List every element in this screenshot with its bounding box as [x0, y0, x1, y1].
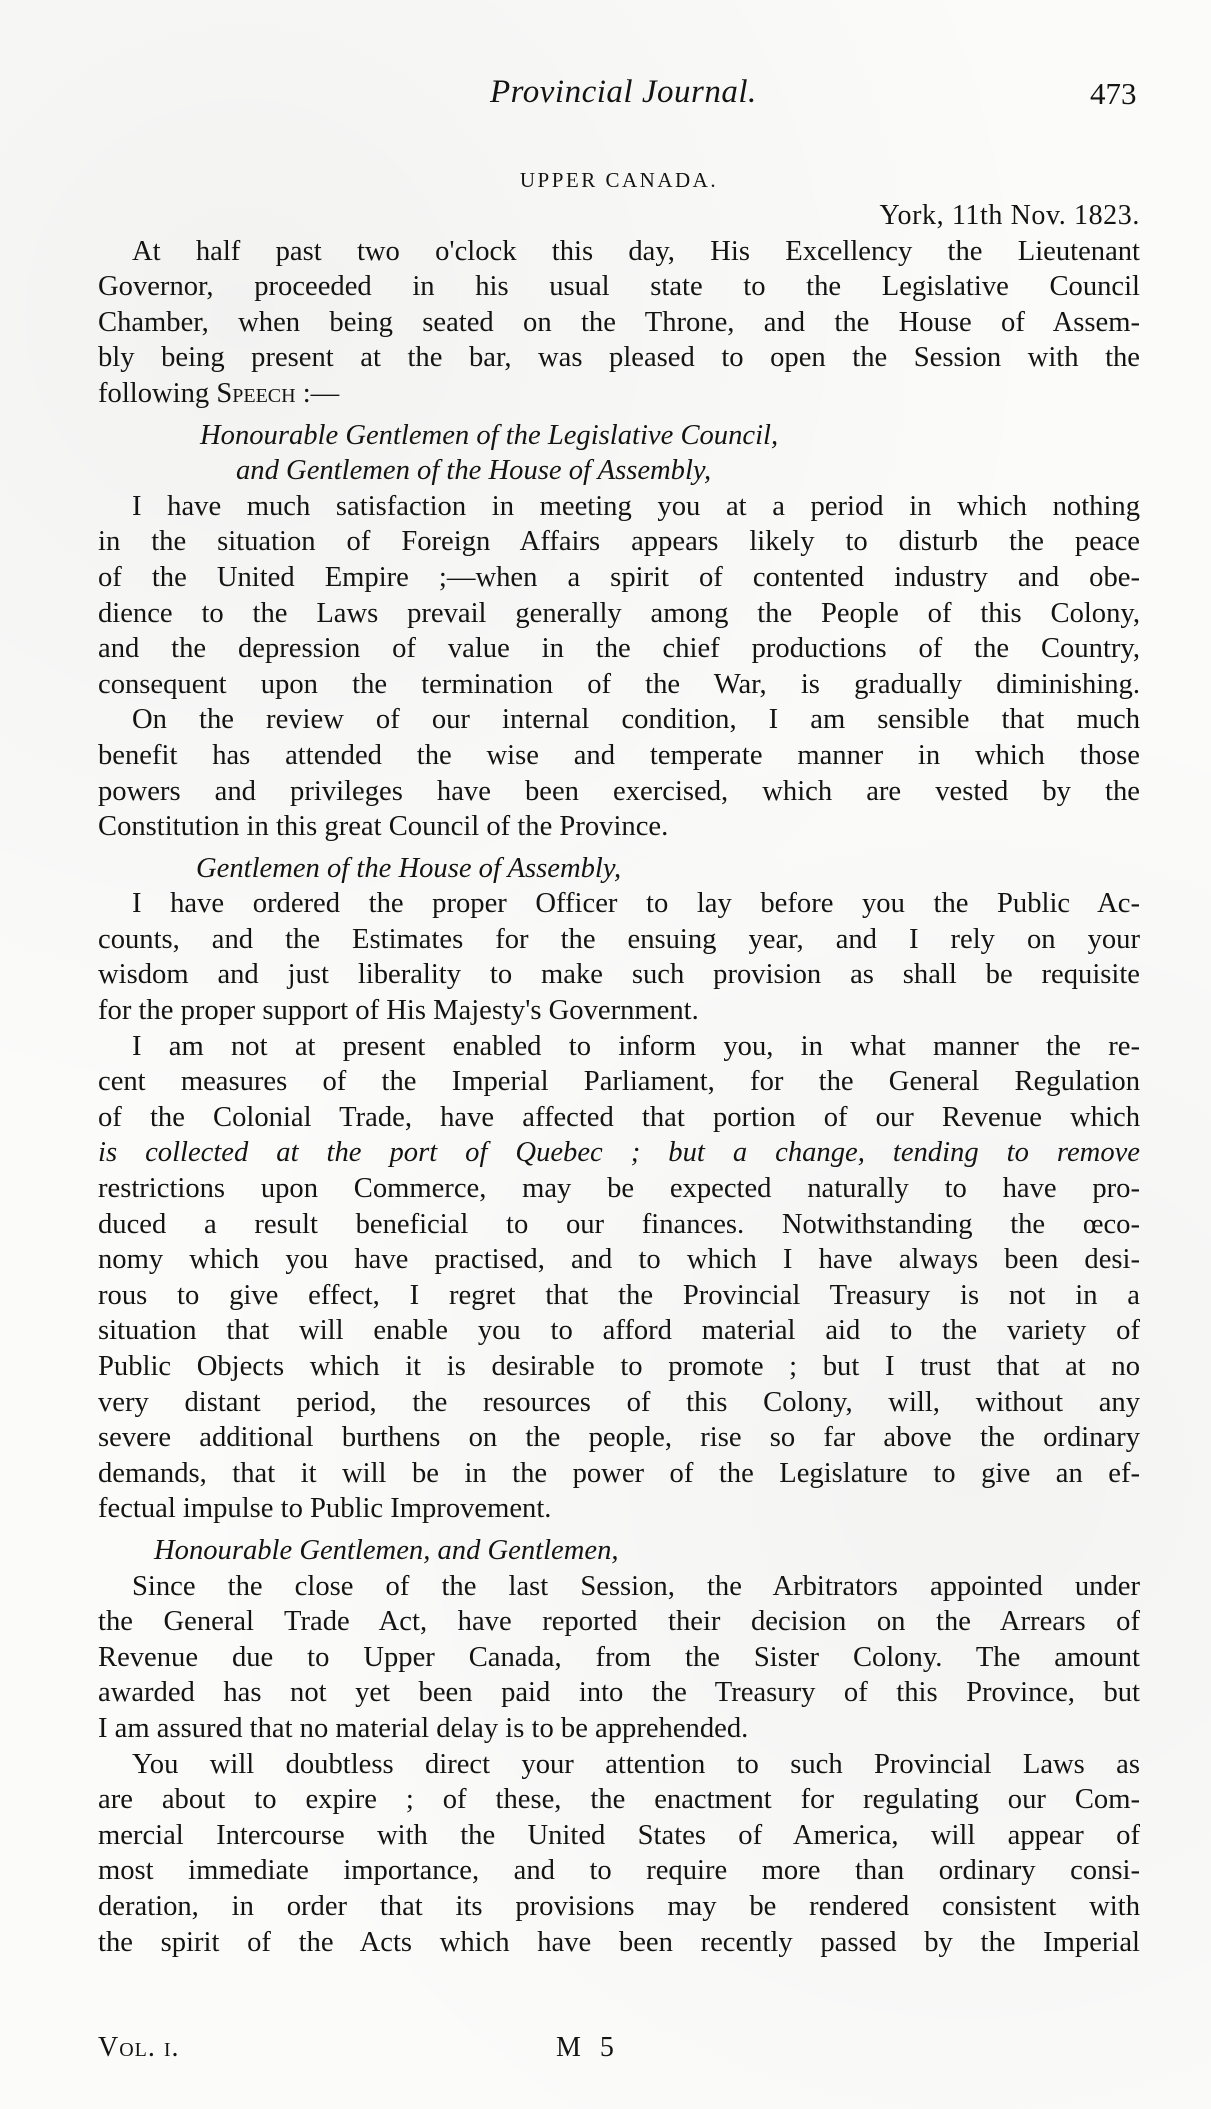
text-line: Revenue due to Upper Canada, from the Sister Colony. The amount: [98, 1641, 1140, 1673]
text-line: duced a result beneficial to our finances. Notwithstanding the œco-: [98, 1208, 1140, 1240]
text-line: cent measures of the Imperial Parliament, for the General Regulation: [98, 1066, 1140, 1098]
text-line: of the United Empire ;—when a spirit of contented industry and obe-: [98, 561, 1140, 593]
text-line: rous to give effect, I regret that the Provincial Treasury is not in a: [98, 1279, 1140, 1311]
text-line: of the Colonial Trade, have affected that portion of our Revenue which: [98, 1101, 1140, 1133]
text-line: Governor, proceeded in his usual state to the Legislative Council: [98, 271, 1140, 303]
text-line: very distant period, the resources of this Colony, will, without any: [98, 1386, 1140, 1418]
article-body: [98, 162, 1140, 1960]
salutation-council: Honourable Gentlemen of the Legislative Council,: [200, 419, 779, 451]
text-line: On the review of our internal condition, I am sensible that much: [132, 704, 1140, 736]
page-number: 473: [1090, 76, 1137, 111]
text-line: wisdom and just liberality to make such provision as shall be requisite: [98, 959, 1140, 991]
page-footer: [0, 2032, 1211, 2072]
text-line: You will doubtless direct your attention to such Provincial Laws as: [132, 1748, 1140, 1780]
text-line: I have ordered the proper Officer to lay before you the Public Ac-: [132, 888, 1140, 920]
paragraph-colonial-trade: [98, 1029, 1140, 1527]
text-line: mercial Intercourse with the United States of America, will appear of: [98, 1819, 1140, 1851]
text-line: [98, 376, 1140, 412]
text-line: awarded has not yet been paid into the Treasury of this Province, but: [98, 1677, 1140, 1709]
text-line: I have much satisfaction in meeting you at a period in which nothing: [132, 490, 1140, 522]
text-line: Chamber, when being seated on the Throne, and the House of Assem-: [98, 306, 1140, 338]
text-line: benefit has attended the wise and temperate manner in which those: [98, 739, 1140, 771]
text-line: for the proper support of His Majesty's Government.: [98, 995, 699, 1027]
text-line: and the depression of value in the chief productions of the Country,: [98, 633, 1140, 665]
salutation-assembly: and Gentlemen of the House of Assembly,: [236, 455, 712, 487]
paragraph-public-accounts: [98, 886, 1140, 1028]
text-line: situation that will enable you to afford material aid to the variety of: [98, 1315, 1140, 1347]
text-line: the spirit of the Acts which have been recently passed by the Imperial: [98, 1926, 1140, 1958]
text-line: are about to expire ; of these, the enactment for regulating our Com-: [98, 1784, 1140, 1816]
text-line: fectual impulse to Public Improvement.: [98, 1493, 552, 1525]
signature-mark: M 5: [556, 2032, 620, 2063]
section-heading: UPPER CANADA.: [519, 168, 719, 192]
text-line: dience to the Laws prevail generally among the People of this Colony,: [98, 597, 1140, 629]
text-line: I am not at present enabled to inform you, in what manner the re-: [132, 1030, 1140, 1062]
text-line: nomy which you have practised, and to which I have always been desi-: [98, 1244, 1140, 1276]
speech-suffix: :—: [295, 377, 340, 409]
text-line: severe additional burthens on the people, rise so far above the ordinary: [98, 1422, 1140, 1454]
text-line: most immediate importance, and to require more than ordinary consi-: [98, 1855, 1140, 1887]
text-line: in the situation of Foreign Affairs appears likely to disturb the peace: [98, 526, 1140, 558]
paragraph-arbitrators: [98, 1569, 1140, 1747]
text-line: bly being present at the bar, was pleased to open the Session with the: [98, 342, 1140, 374]
text-line: Constitution in this great Council of the Province.: [98, 811, 669, 843]
intro-paragraph: [98, 234, 1140, 412]
intro-last-text: following: [98, 377, 217, 409]
running-head: [0, 74, 1211, 118]
text-line: Since the close of the last Session, the Arbitrators appointed under: [132, 1570, 1140, 1602]
salutation-assembly-second: Gentlemen of the House of Assembly,: [196, 852, 622, 884]
text-line: I am assured that no material delay is to be apprehended.: [98, 1712, 749, 1744]
speech-word: Speech: [216, 377, 296, 409]
paragraph-provincial-laws: [98, 1747, 1140, 1961]
volume-marker: Vol. i.: [98, 2032, 180, 2063]
salutation-both-houses: Honourable Gentlemen, and Gentlemen,: [154, 1534, 619, 1566]
text-line: counts, and the Estimates for the ensuing year, and I rely on your: [98, 923, 1140, 955]
text-line: Public Objects which it is desirable to promote ; but I trust that at no: [98, 1351, 1140, 1382]
text-line: deration, in order that its provisions may be rendered consistent with: [98, 1890, 1140, 1922]
text-line: consequent upon the termination of the War, is gradually diminishing.: [98, 668, 1140, 700]
text-line: powers and privileges have been exercised, which are vested by the: [98, 775, 1140, 807]
text-line: is collected at the port of Quebec ; but a change, tending to remove: [98, 1137, 1140, 1169]
running-title: Provincial Journal.: [490, 74, 757, 110]
paragraph-internal-condition: [98, 702, 1140, 844]
text-line: demands, that it will be in the power of the Legislature to give an ef-: [98, 1457, 1140, 1489]
text-line: restrictions upon Commerce, may be expected naturally to have pro-: [98, 1173, 1140, 1205]
paragraph-foreign-affairs: [98, 489, 1140, 703]
dateline: York, 11th Nov. 1823.: [879, 200, 1140, 231]
text-line: At half past two o'clock this day, His Excellency the Lieutenant: [132, 235, 1140, 267]
text-line: the General Trade Act, have reported their decision on the Arrears of: [98, 1606, 1140, 1638]
